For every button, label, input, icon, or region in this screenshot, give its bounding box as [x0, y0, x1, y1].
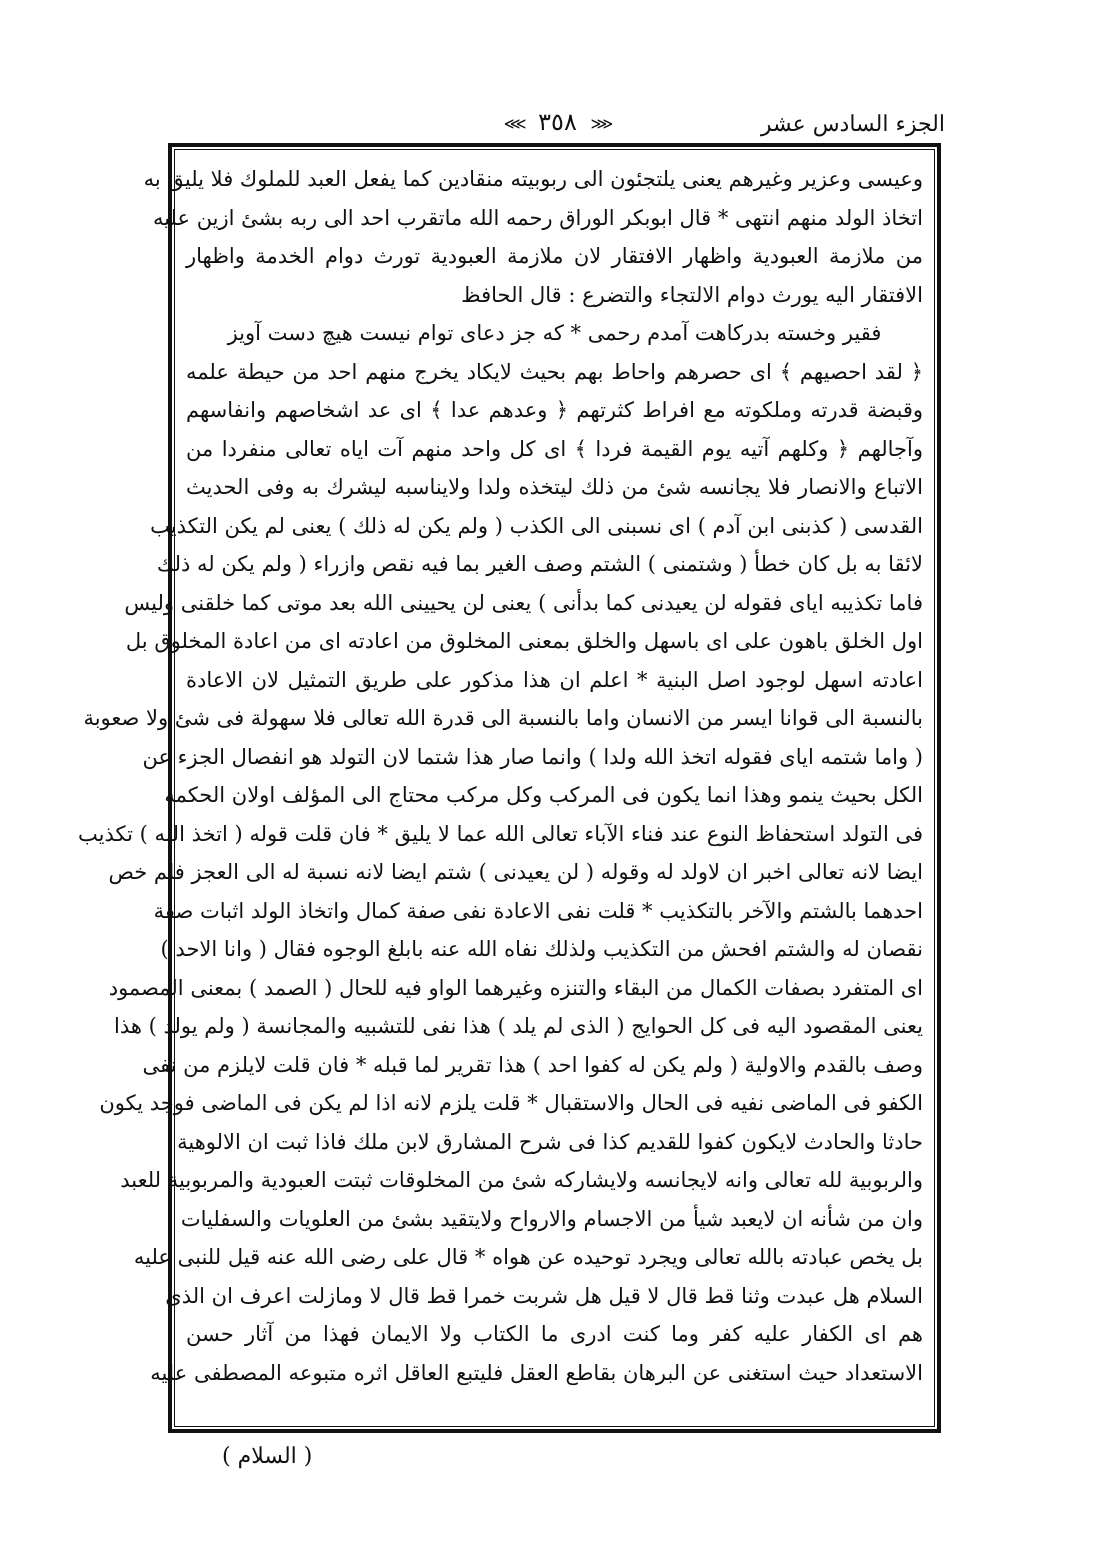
page-header: [170, 108, 945, 144]
text-line: السلام هل عبدت وثنا قط قال لا قيل هل شربت خمرا قط قال لا ومازلت اعرف ان الذى: [165, 1283, 923, 1308]
text-line: ﴿ لقد احصيهم ﴾ اى حصرهم واحاط بهم بحيث لايكاد يخرج منهم احد من حيطة علمه: [186, 359, 924, 384]
text-line: وآجالهم ﴿ وكلهم آتيه يوم القيمة فردا ﴾ اى كل واحد منهم آت اياه تعالى منفردا من: [186, 436, 923, 461]
text-line: اعادته اسهل لوجود اصل البنية * اعلم ان هذا مذكور على طريق التمثيل لان الاعادة: [186, 667, 923, 692]
text-line: وان من شأنه ان لايعبد شيأ من الاجسام والارواح ولايتقيد بشئ من العلويات والسفليات: [180, 1206, 923, 1231]
text-line: ( واما شتمه اياى فقوله اتخذ الله ولدا ) وانما صار هذا شتما لان التولد هو انفصال الجزء عن: [142, 744, 923, 769]
page-number: ٣٥٨: [538, 108, 577, 136]
text-line: بل يخص عبادته بالله تعالى ويجرد توحيده عن هواه * قال على رضى الله عنه قيل للنبى عليه: [133, 1245, 923, 1269]
text-line: والربوبية لله تعالى وانه لايجانسه ولايشاركه شئ من المخلوقات ثبتت العبودية والمربوبية للعبد: [120, 1168, 923, 1192]
text-line: وصف بالقدم والاولية ( ولم يكن له كفوا احد ) هذا تقرير لما قبله * فان قلت لايلزم من نفى: [142, 1052, 923, 1077]
verse-line: فقير وخسته بدركاهت آمدم رحمى * كه جز دعاى توام نيست هيچ دست آويز: [227, 321, 882, 345]
ornament-left-icon: ⋘: [590, 114, 612, 133]
page-number-block: [170, 108, 945, 136]
text-line: الافتقار اليه يورث دوام الالتجاء والتضرع : قال الحافظ: [461, 282, 923, 307]
text-line: احدهما بالشتم والآخر بالتكذيب * قلت نفى الاعادة نفى صفة كمال واتخاذ الولد اثبات صفة: [153, 898, 923, 923]
text-line: اتخاذ الولد منهم انتهى * قال ابوبكر الوراق رحمه الله ماتقرب احد الى ربه بشئ ازين عليه: [152, 205, 923, 230]
text-line: ايضا لانه تعالى اخبر ان لاولد له وقوله ( لن يعيدنى ) شتم ايضا لانه نسبة له الى العجز فلم خص: [108, 860, 923, 884]
text-line: وقبضة قدرته وملكوته مع افراط كثرتهم ﴿ وعدهم عدا ﴾ اى عد اشخاصهم وانفاسهم: [186, 398, 923, 422]
text-line: حادثا والحادث لايكون كفوا للقديم كذا فى شرح المشارق لابن ملك فاذا ثبت ان الالوهية: [177, 1129, 923, 1154]
main-text: [77, 160, 924, 1392]
text-line: الكل بحيث ينمو وهذا انما يكون فى المركب وكل مركب محتاج الى المؤلف اولان الحكمة: [164, 783, 923, 807]
text-line: وعيسى وعزير وغيرهم يعنى يلتجئون الى ربوبيته منقادين كما يفعل العبد للملوك فلا يليق به: [143, 167, 923, 191]
text-line: لائقا به بل كان خطأ ( وشتمنى ) الشتم وصف الغير بما فيه نقص وازراء ( ولم يكن له ذلك: [156, 552, 923, 576]
text-line: الاستعداد حيث استغنى عن البرهان بقاطع العقل فليتبع العاقل اثره متبوعه المصطفى عليه: [150, 1360, 923, 1385]
text-line: نقصان له والشتم افحش من التكذيب ولذلك نفاه الله عنه بابلغ الوجوه فقال ( وانا الاحد ): [160, 937, 923, 961]
text-line: الكفو فى الماضى نفيه فى الحال والاستقبال * قلت يلزم لانه اذا لم يكن فى الماضى فوجد يكون: [99, 1091, 923, 1115]
text-line: يعنى المقصود اليه فى كل الحوايج ( الذى لم يلد ) هذا نفى للتشبيه والمجانسة ( ولم يولد ) هذا: [114, 1014, 923, 1038]
text-line: اى المتفرد بصفات الكمال من البقاء والتنزه وغيرهما الواو فيه للحال ( الصمد ) بمعنى المصمود: [108, 975, 923, 1000]
ornament-right-icon: ⋙: [503, 114, 525, 133]
part-title: الجزء السادس عشر: [760, 112, 945, 137]
text-line: هم اى الكفار عليه كفر وما كنت ادرى ما الكتاب ولا الايمان فهذا من آثار حسن: [186, 1322, 923, 1346]
text-line: الاتباع والانصار فلا يجانسه شئ من ذلك ليتخذه ولدا ولايناسبه ليشرك به وفى الحديث: [186, 475, 923, 499]
text-line: فى التولد استحفاظ النوع عند فناء الآباء تعالى الله عما لا يليق * فان قلت قوله ( اتخذ الله ) تكذيب: [77, 821, 923, 846]
text-line: فاما تكذيبه اياى فقوله لن يعيدنى كما بدأنى ) يعنى لن يحيينى الله بعد موتى كما خلقنى وليس: [124, 590, 923, 615]
text-line: اول الخلق باهون على اى باسهل والخلق بمعنى المخلوق من اعادته اى من اعادة المخلوق بل: [125, 629, 923, 653]
text-line: القدسى ( كذبنى ابن آدم ) اى نسبنى الى الكذب ( ولم يكن له ذلك ) يعنى لم يكن التكذيب: [150, 513, 923, 538]
text-line: بالنسبة الى قوانا ايسر من الانسان واما بالنسبة الى قدرة الله تعالى فلا سهولة فى شئ ولا صعوبة: [83, 706, 923, 730]
catchword: ( السلام ): [222, 1444, 313, 1469]
text-line: من ملازمة العبودية واظهار الافتقار لان ملازمة العبودية تورث دوام الخدمة واظهار: [186, 244, 923, 268]
